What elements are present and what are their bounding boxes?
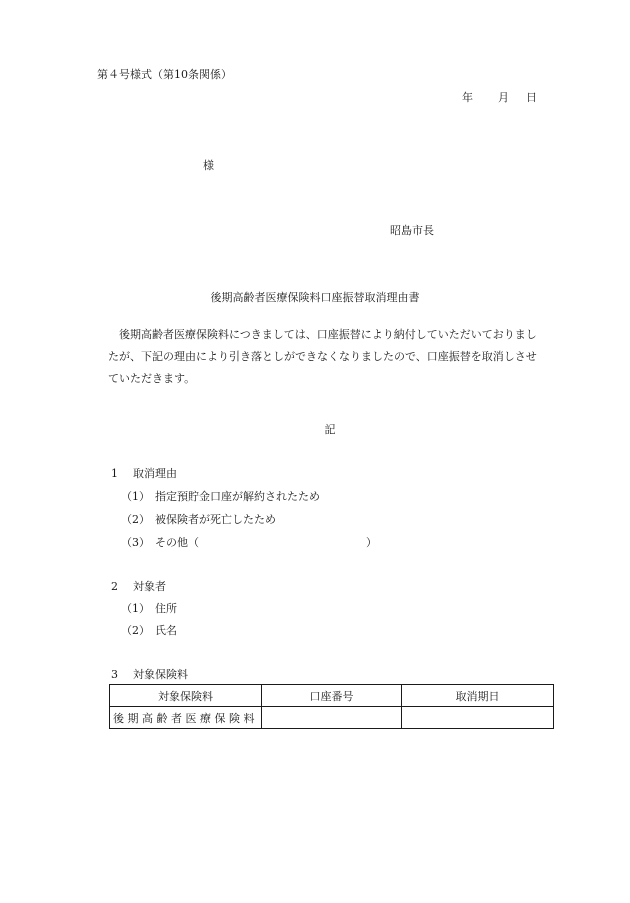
form-number: 第４号様式（第10条関係）	[97, 68, 232, 81]
section-2-heading	[111, 578, 166, 594]
ki-heading: 記	[324, 423, 336, 436]
item-text: その他（	[155, 536, 199, 549]
list-item	[121, 534, 199, 550]
document-title: 後期高齢者医療保険料口座振替取消理由書	[210, 291, 420, 304]
section-1-heading	[111, 465, 177, 481]
section-1-number: 1	[111, 467, 118, 480]
table-header-cell: 口座番号	[262, 685, 402, 707]
item-number: （2）	[121, 624, 150, 637]
item-text: 氏名	[155, 624, 177, 637]
date-month-label: 月	[498, 91, 509, 104]
date-year-label: 年	[462, 91, 473, 104]
table-cell: 後期高齢者医療保険料	[110, 707, 262, 729]
table-header-cell: 取消期日	[402, 685, 554, 707]
item-number: （2）	[121, 513, 150, 526]
table-cell	[262, 707, 402, 729]
list-item	[121, 600, 177, 616]
list-item	[121, 511, 276, 527]
section-2-number: 2	[111, 580, 118, 593]
section-3-number: 3	[111, 668, 118, 681]
item-number: （1）	[121, 490, 150, 503]
body-line-2: たが、下記の理由により引き落としができなくなりましたので、口座振替を取消しさせ	[108, 350, 537, 363]
date-line	[462, 89, 537, 105]
list-item	[121, 488, 320, 504]
other-close-paren: ）	[366, 536, 377, 549]
table-header-row	[110, 685, 554, 707]
addressee-suffix: 様	[203, 159, 214, 172]
item-number: （1）	[121, 602, 150, 615]
premium-table	[109, 684, 554, 729]
section-3-title: 対象保険料	[133, 668, 188, 681]
issuer: 昭島市長	[390, 224, 434, 237]
item-text: 住所	[155, 602, 177, 615]
item-text: 指定預貯金口座が解約されたため	[155, 490, 320, 503]
section-2-title: 対象者	[133, 580, 166, 593]
body-text	[108, 324, 588, 390]
table-row	[110, 707, 554, 729]
item-text: 被保険者が死亡したため	[155, 513, 276, 526]
table-cell	[402, 707, 554, 729]
item-number: （3）	[121, 536, 150, 549]
table-header-cell: 対象保険料	[110, 685, 262, 707]
section-3-heading	[111, 666, 188, 682]
body-line-1: 後期高齢者医療保険料につきましては、口座振替により納付していただいておりまし	[119, 328, 537, 341]
section-1-title: 取消理由	[133, 467, 177, 480]
body-line-3: ていただきます。	[108, 372, 196, 385]
date-day-label: 日	[526, 91, 537, 104]
list-item	[121, 622, 177, 638]
